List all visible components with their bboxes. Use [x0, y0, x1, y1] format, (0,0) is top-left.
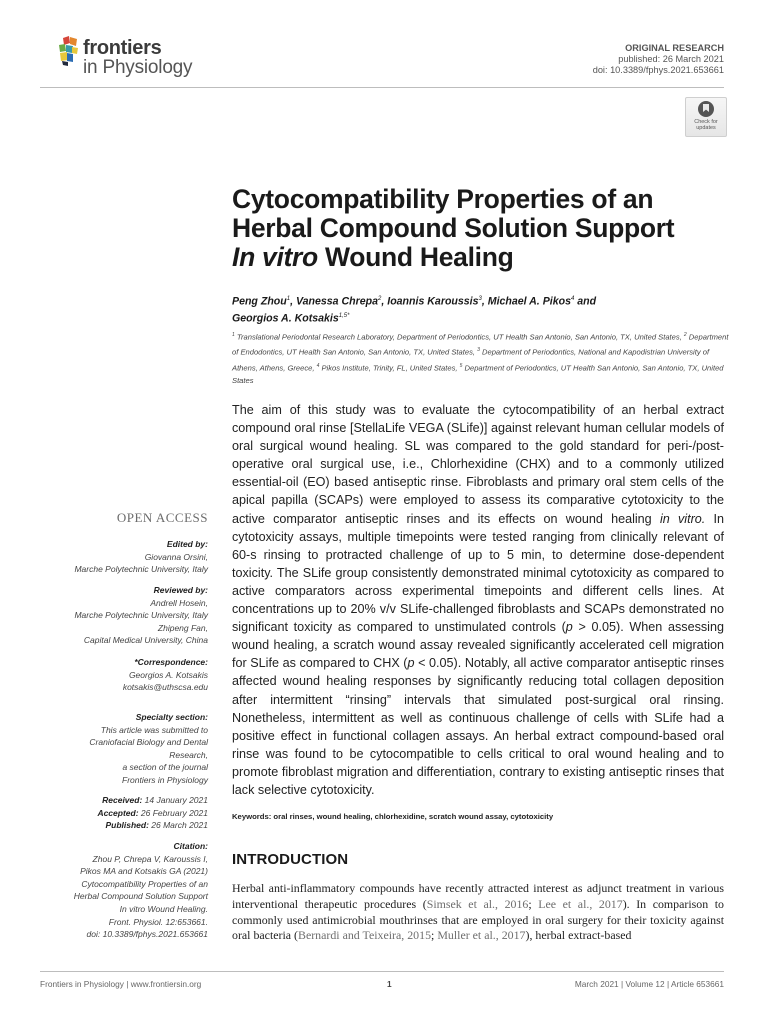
title-italic: In vitro — [232, 242, 318, 272]
footer-journal: Frontiers in Physiology | www.frontiersin.org — [40, 979, 202, 989]
author-affiliation-marker: 3 — [478, 296, 482, 302]
introduction-heading: INTRODUCTION — [232, 851, 349, 868]
specialty-label: Specialty section: — [135, 712, 208, 722]
published-date: published: 26 March 2021 — [618, 54, 724, 64]
author-separator: and — [574, 295, 597, 308]
author-affiliation-marker: 1 — [286, 296, 291, 302]
article-header-meta — [593, 43, 724, 76]
footer-divider — [40, 971, 724, 972]
title-line-3 — [232, 243, 732, 272]
affiliation-marker: 2 — [683, 332, 687, 338]
author-separator: , — [481, 295, 488, 308]
correspondence-section — [28, 656, 208, 694]
accepted-value: 26 February 2021 — [138, 807, 208, 818]
received-value: 14 January 2021 — [142, 795, 208, 805]
open-access-label: OPEN ACCESS — [116, 510, 208, 525]
check-updates-line2: updates — [696, 125, 716, 131]
abstract-italic: p — [407, 656, 415, 671]
dates-section — [28, 794, 208, 832]
edited-by-section — [28, 538, 208, 576]
citation-line: Pikos MA and Kotsakis GA (2021) — [80, 866, 208, 877]
author-name[interactable]: Georgios A. Kotsakis — [232, 312, 339, 325]
reference-link[interactable]: Muller et al., 2017 — [437, 928, 526, 943]
author-affiliation-marker: 2 — [378, 296, 382, 302]
frontiers-logo-icon — [57, 36, 83, 66]
editor-affiliation: Marche Polytechnic University, Italy — [74, 564, 208, 575]
citation-line: Front. Physiol. 12:653661. — [108, 916, 208, 927]
specialty-line: Craniofacial Biology and Dental — [89, 737, 208, 748]
author-separator: , — [290, 295, 296, 308]
abstract-italic: in vitro. — [659, 511, 706, 526]
introduction-paragraph — [232, 881, 724, 944]
intro-text: ). In comparison to commonly used antimicrobial mouthrinses that are employed in oral surgery for their toxicity against oral bacteria ( — [232, 896, 724, 943]
affiliation-text: Pikos Institute, Trinity, FL, United States, — [319, 363, 460, 373]
affiliation-text: Department of Periodontics, National and Kapodistrian University of Athens, Athens, Greece, — [232, 347, 710, 373]
affiliation-marker: 1 — [232, 332, 235, 338]
citation-line: Herbal Compound Solution Support — [73, 891, 208, 902]
affiliation-text: Department of Periodontics, UT Health San Antonio, San Antonio, TX, United States — [232, 363, 724, 386]
reviewer-name: Zhipeng Fan, — [157, 622, 208, 633]
accepted-label: Accepted: — [97, 807, 139, 818]
author-name[interactable]: Peng Zhou — [232, 295, 287, 308]
page-number: 1 — [387, 979, 392, 989]
citation-line: doi: 10.3389/fphys.2021.653661 — [86, 929, 208, 940]
correspondence-email[interactable]: kotsakis@uthscsa.edu — [122, 682, 208, 693]
title-line-2: Herbal Compound Solution Support — [232, 213, 675, 243]
citation-section — [28, 840, 208, 941]
abstract-text: In cytotoxicity assays, multiple timepoints were tested ranging from clinically relevant of 60-s rinsing to protracted challenge of up to 5 min, to determine dose-dependent toxicity. The SLife group consistently demonstrated minimal cytotoxicity as compared to active comparators across experimental timepoints and different cells lines. At concentrations up to 20% v/v SLife-challenged fibroblasts and SCAPs demonstrated no significant toxicity as compared to unstimulated controls ( — [232, 511, 725, 635]
title-line-1: Cytocompatibility Properties of an — [232, 184, 654, 214]
author-list — [232, 292, 732, 325]
abstract-text: > 0.05). When assessing wound healing, a scratch wound assay revealed significantly accelerated cell migration for SLife as compared to CHX ( — [232, 620, 724, 671]
reviewed-by-section — [28, 584, 208, 647]
reviewer-affiliation: Capital Medical University, China — [83, 635, 208, 646]
logo-text-journal: in Physiology — [83, 57, 193, 78]
citation-label: Citation: — [173, 841, 208, 851]
author-name[interactable]: Ioannis Karoussis — [387, 295, 479, 308]
author-affiliation-marker: 1,5* — [338, 312, 350, 319]
correspondence-label: *Correspondence: — [134, 657, 208, 667]
citation-line: In vitro Wound Healing. — [119, 903, 208, 914]
published-value: 26 March 2021 — [148, 820, 208, 831]
editor-name: Giovanna Orsini, — [144, 551, 208, 562]
journal-logo — [57, 36, 247, 82]
author-name[interactable]: Vanessa Chrepa — [295, 295, 379, 308]
citation-line: Cytocompatibility Properties of an — [81, 878, 208, 889]
citation-line: Zhou P, Chrepa V, Karoussis I, — [92, 853, 208, 864]
specialty-line: This article was submitted to — [100, 724, 208, 735]
affiliation-marker: 4 — [316, 362, 320, 369]
abstract — [232, 401, 724, 799]
author-affiliation-marker: 4 — [570, 296, 575, 302]
correspondence-name: Georgios A. Kotsakis — [128, 669, 208, 680]
reference-link[interactable]: Bernardi and Teixeira, 2015 — [298, 928, 432, 943]
article-doi[interactable]: doi: 10.3389/fphys.2021.653661 — [592, 65, 724, 75]
article-title — [232, 185, 732, 272]
article-type: ORIGINAL RESEARCH — [625, 43, 724, 53]
keywords: Keywords: oral rinses, wound healing, chlorhexidine, scratch wound assay, cytotoxicity — [232, 812, 554, 821]
intro-text: ; — [528, 896, 539, 911]
published-date-side — [28, 819, 208, 832]
logo-text-frontiers: frontiers — [83, 37, 162, 59]
abstract-italic: p — [565, 620, 573, 635]
check-for-updates-button[interactable] — [685, 97, 727, 137]
check-for-updates-label — [686, 119, 726, 131]
intro-text: ; — [431, 928, 438, 943]
specialty-section — [28, 711, 208, 787]
check-updates-line1: Check for — [694, 119, 718, 125]
specialty-line: Research, — [169, 749, 208, 760]
received-date — [28, 794, 208, 807]
intro-text: Herbal anti-inflammatory compounds have recently attracted interest as adjunct treatment in various interventional therapeutic procedures ( — [232, 881, 724, 911]
header-divider — [40, 87, 724, 88]
author-separator: , — [381, 295, 388, 308]
specialty-line: a section of the journal — [122, 762, 208, 773]
received-label: Received: — [102, 795, 143, 805]
reference-link[interactable]: Lee et al., 2017 — [538, 896, 623, 911]
reviewer-affiliation: Marche Polytechnic University, Italy — [74, 610, 208, 621]
footer-volume: March 2021 | Volume 12 | Article 653661 — [574, 979, 724, 989]
affiliation-text: Translational Periodontal Research Laboratory, Department of Periodontics, UT Health San Antonio, San Antonio, TX, United States, — [234, 332, 684, 342]
edited-by-label: Edited by: — [166, 539, 208, 549]
reviewed-by-label: Reviewed by: — [153, 585, 208, 595]
affiliations — [232, 329, 732, 388]
title-rest: Wound Healing — [317, 242, 514, 272]
abstract-text: < 0.05). Notably, all active comparator antiseptic rinses affected wound healing responses by significantly reducing total collagen deposition after intermittent “rinsing” intervals that simulated post-surgical oral rinsing. Nonetheless, intermittent as well as continuous challenge of cells with SLife had a positive effect in functional collagen assays. An herbal extract compound-based oral rinse was found to be cytocompatible to cells critical to oral wound healing and to promote fibroblast migration and differentiation, contrary to existing antiseptic rinses that lack selective cytotoxicity. — [232, 656, 724, 797]
author-name[interactable]: Michael A. Pikos — [487, 295, 571, 308]
bookmark-icon — [698, 101, 714, 117]
affiliation-marker: 3 — [477, 347, 480, 354]
affiliation-marker: 5 — [459, 362, 463, 369]
reviewer-name: Andrell Hosein, — [150, 597, 208, 608]
abstract-text: The aim of this study was to evaluate the cytocompatibility of an herbal extract compound oral rinse [StellaLife VEGA (SLife)] against relevant human cellular models of oral surgical wound healing. SL was compared to the gold standard for peri-/post-operative oral surgical use, i.e., Chlorhexidine (CHX) and to a commonly utilized essential-oil (EO) based antiseptic rinse. Fibroblasts and primary oral stem cells of the apical papilla (SCAPs) were employed to assess its comparative cytotoxicity to the active comparator antiseptic rinses and its effects on wound healing — [232, 403, 724, 526]
reference-link[interactable]: Simsek et al., 2016 — [426, 896, 529, 911]
affiliation-text: Department of Endodontics, UT Health San Antonio, San Antonio, TX, United States, — [232, 332, 729, 357]
specialty-line: Frontiers in Physiology — [122, 774, 208, 785]
published-label: Published: — [105, 820, 149, 831]
intro-text: ), herbal extract-based — [525, 928, 632, 943]
accepted-date — [28, 807, 208, 820]
